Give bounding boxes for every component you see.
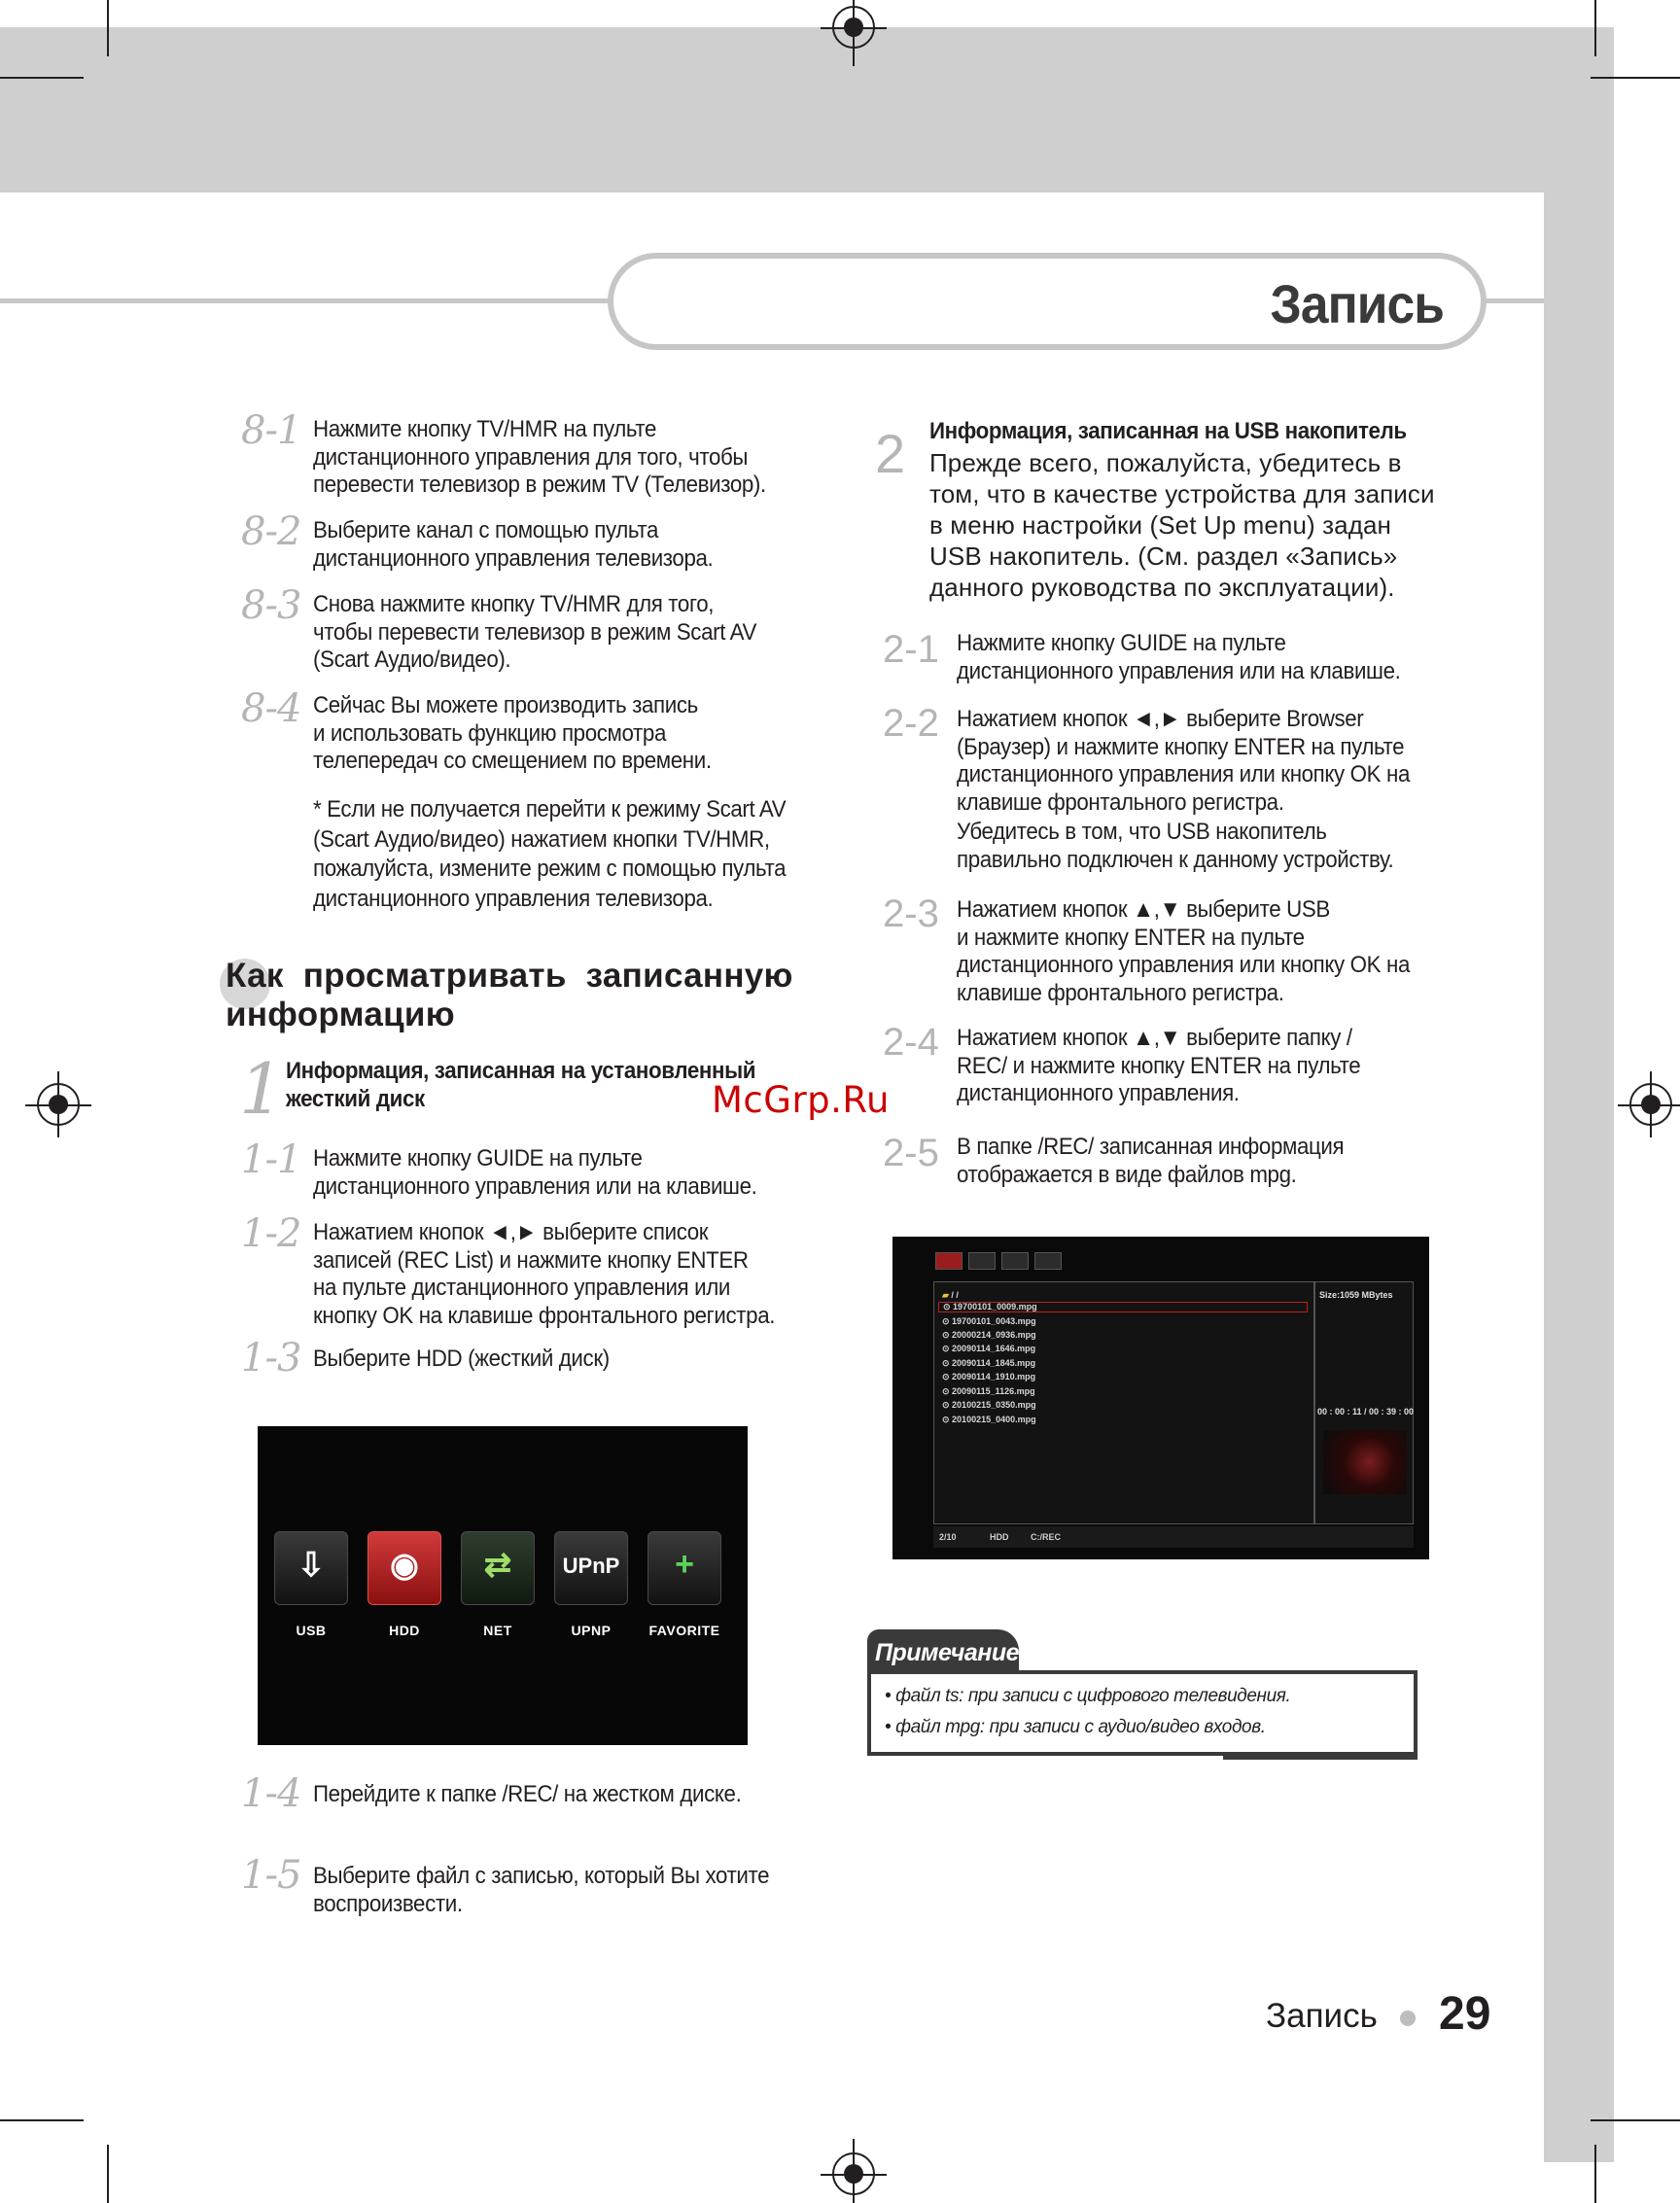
menu-label-net: NET — [483, 1623, 512, 1638]
step-number: 8-4 — [241, 686, 301, 731]
step-text: Нажатием кнопок ▲,▼ выберите папку / REC/ и нажмите кнопку ENTER на пульте дистанционного управления. — [957, 1025, 1361, 1106]
crop-mark — [107, 0, 109, 56]
title-rule — [0, 298, 612, 303]
step-number: 1-5 — [241, 1853, 301, 1898]
crop-mark — [1594, 2145, 1596, 2203]
step-number: 2-4 — [883, 1021, 939, 1064]
hdd-menu-screenshot — [258, 1426, 748, 1745]
status-path: C:/REC — [1031, 1532, 1061, 1542]
file-row[interactable]: ⊙ 20090114_1910.mpg — [942, 1372, 1036, 1381]
step-number: 2-2 — [883, 702, 939, 745]
menu-label-usb: USB — [296, 1623, 327, 1638]
note-title: Примечание — [867, 1629, 1019, 1672]
crop-mark — [1594, 0, 1596, 56]
page-title: Запись — [1270, 273, 1444, 334]
part-number: 1 — [239, 1048, 283, 1130]
part-intro: Прежде всего, пожалуйста, убедитесь в том, что в качестве устройства для записи в меню настройки (Set Up menu) задан USB накопитель. (См. раздел «Запись» данного руководства по эксплуатации). — [929, 448, 1435, 602]
network-icon[interactable]: ⇄ — [461, 1531, 535, 1605]
step-number: 1-3 — [241, 1336, 301, 1381]
step-number: 8-3 — [241, 583, 301, 628]
step-number: 1-2 — [241, 1211, 301, 1256]
browser-status-bar — [933, 1526, 1414, 1548]
step-number: 8-2 — [241, 509, 301, 554]
note-line: • файл mpg: при записи с аудио/видео входов. — [885, 1717, 1266, 1737]
step-text: Нажмите кнопку GUIDE на пульте дистанционного управления или на клавише. — [313, 1145, 757, 1200]
step-text: Выберите файл с записью, который Вы хотите воспроизвести. — [313, 1863, 770, 1917]
file-list-panel — [933, 1281, 1314, 1524]
step-text: Нажатием кнопок ◄,► выберите Browser (Браузер) и нажмите кнопку ENTER на пульте дистанционного управления или кнопку OK на клавише фронтального регистра. Убедитесь в том, что USB накопитель правильно подключен к данному устройству. — [957, 706, 1411, 873]
browser-tab-video-icon[interactable] — [935, 1252, 962, 1270]
part-number: 2 — [875, 423, 906, 484]
file-row[interactable]: ⊙ 20090114_1646.mpg — [942, 1344, 1036, 1353]
step-text: Перейдите к папке /REC/ на жестком диске. — [313, 1781, 742, 1807]
usb-drive-icon[interactable]: ⇩ — [274, 1531, 348, 1605]
part-title: Информация, записанная на USB накопитель — [929, 418, 1407, 444]
step-number: 2-1 — [883, 628, 939, 671]
page-number: 29 — [1439, 1988, 1491, 2040]
footnote: * Если не получается перейти к режиму Scart AV (Scart Аудио/видео) нажатием кнопки TV/HMR, пожалуйста, измените режим с помощью пульта дистанционного управления телевизора. — [313, 796, 787, 912]
step-text: Снова нажмите кнопку TV/HMR для того, чтобы перевести телевизор в режим Scart AV (Scart Аудио/видео). — [313, 591, 757, 673]
part-title: Информация, записанная на установленный жесткий диск — [286, 1058, 756, 1112]
watermark: McGrp.Ru — [712, 1079, 890, 1121]
video-preview — [1323, 1430, 1407, 1494]
playback-time: 00 : 00 : 11 / 00 : 39 : 00 — [1317, 1407, 1415, 1416]
registration-mark-line — [57, 1071, 59, 1137]
registration-mark-line — [1650, 1071, 1652, 1137]
file-browser-screenshot — [892, 1237, 1429, 1559]
step-text: Нажмите кнопку GUIDE на пульте дистанционного управления или на клавише. — [957, 630, 1401, 684]
step-number: 8-1 — [241, 408, 301, 453]
menu-label-hdd: HDD — [389, 1623, 420, 1638]
upnp-icon[interactable]: UPnP — [554, 1531, 628, 1605]
file-row[interactable]: ⊙ 20100215_0350.mpg — [942, 1400, 1036, 1410]
crop-mark — [107, 2145, 109, 2203]
footer-dot — [1400, 2011, 1416, 2026]
step-number: 2-3 — [883, 892, 939, 935]
file-row[interactable]: ⊙ 20100215_0400.mpg — [942, 1415, 1036, 1424]
status-device: HDD — [990, 1532, 1009, 1542]
crop-mark — [0, 2119, 84, 2121]
title-pill — [608, 253, 1487, 350]
step-text: Нажмите кнопку TV/HMR на пульте дистанционного управления для того, чтобы перевести телевизор в режим TV (Телевизор). — [313, 416, 766, 498]
file-info-panel — [1314, 1281, 1414, 1524]
step-number: 1-1 — [241, 1137, 301, 1182]
file-row[interactable]: ⊙ 20090115_1126.mpg — [942, 1386, 1035, 1396]
step-text: В папке /REC/ записанная информация отображается в виде файлов mpg. — [957, 1134, 1345, 1188]
favorite-file-icon[interactable]: + — [648, 1531, 721, 1605]
crop-mark — [1591, 77, 1680, 79]
step-text: Выберите канал с помощью пульта дистанционного управления телевизора. — [313, 517, 714, 572]
step-text: Сейчас Вы можете производить запись и использовать функцию просмотра телепередач со смещением по времени. — [313, 692, 712, 774]
registration-mark-line — [853, 2139, 855, 2203]
menu-label-favorite: FAVORITE — [648, 1623, 720, 1638]
top-gray-band — [0, 27, 1614, 192]
step-number: 1-4 — [241, 1771, 301, 1816]
file-row[interactable]: ⊙ 20000214_0936.mpg — [942, 1330, 1036, 1340]
footer-section-label: Запись — [1266, 1997, 1378, 2035]
file-row[interactable]: ⊙ 19700101_0043.mpg — [942, 1316, 1036, 1326]
note-box — [867, 1670, 1418, 1756]
file-row[interactable]: ⊙ 20090114_1845.mpg — [942, 1358, 1036, 1368]
file-size: Size:1059 MBytes — [1319, 1290, 1393, 1300]
step-text: Нажатием кнопок ◄,► выберите список записей (REC List) и нажмите кнопку ENTER на пульте дистанционного управления или кнопку OK на клавише фронтального регистра. — [313, 1219, 776, 1329]
file-row[interactable]: ⊙ 19700101_0009.mpg — [938, 1302, 1308, 1312]
hard-disk-icon[interactable]: ◉ — [368, 1531, 441, 1605]
browser-tab-photo-icon[interactable] — [1001, 1252, 1029, 1270]
folder-path[interactable]: ▰ / / — [942, 1290, 959, 1300]
crop-mark — [0, 77, 84, 79]
crop-mark — [1591, 2119, 1680, 2121]
registration-mark-line — [853, 0, 855, 66]
step-text: Выберите HDD (жесткий диск) — [313, 1346, 610, 1372]
step-text: Нажатием кнопок ▲,▼ выберите USB и нажмите кнопку ENTER на пульте дистанционного управления или кнопку OK на клавише фронтального регистра. — [957, 896, 1411, 1006]
title-rule — [1484, 298, 1544, 303]
menu-label-upnp: UPNP — [571, 1623, 612, 1638]
step-number: 2-5 — [883, 1132, 939, 1174]
status-count: 2/10 — [939, 1532, 957, 1542]
browser-tab-music-icon[interactable] — [968, 1252, 996, 1270]
note-line: • файл ts: при записи с цифрового телевидения. — [885, 1686, 1291, 1706]
browser-tab-all-icon[interactable] — [1034, 1252, 1062, 1270]
right-gray-strip — [1544, 27, 1614, 2162]
note-shadow — [1223, 1752, 1418, 1760]
section-heading: Как просматривать записанную информацию — [226, 957, 793, 1033]
